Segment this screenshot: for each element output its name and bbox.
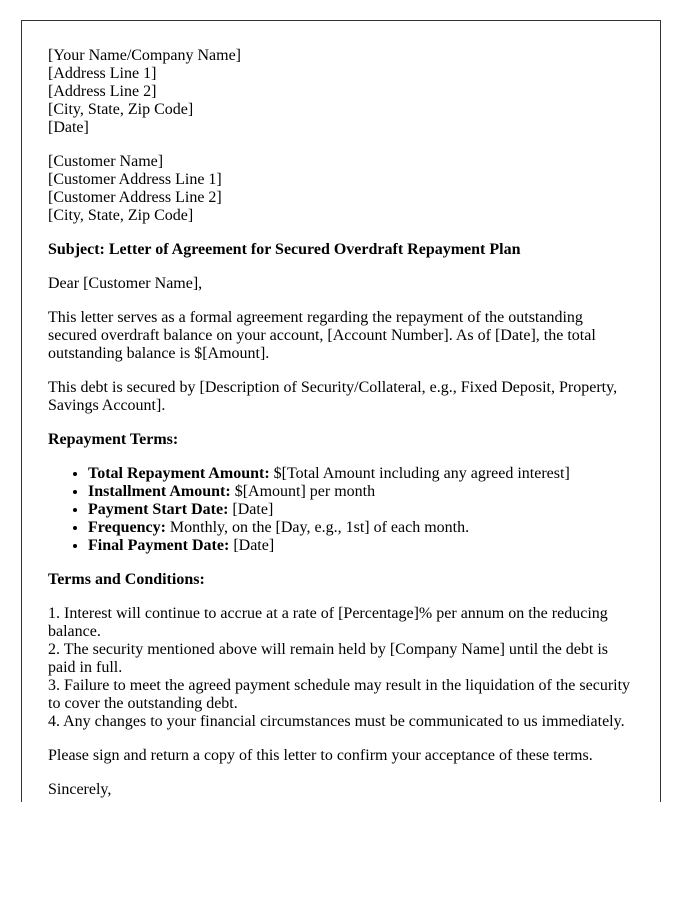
- repayment-item-value: [Date]: [228, 501, 274, 518]
- sender-address-block: [48, 47, 634, 137]
- sender-address-line-1: [Address Line 1]: [48, 65, 157, 82]
- repayment-item-label: Installment Amount:: [88, 483, 231, 500]
- terms-and-conditions-list: [48, 605, 634, 731]
- repayment-item-value: $[Total Amount including any agreed interest]: [269, 465, 570, 482]
- recipient-city-state-zip: [City, State, Zip Code]: [48, 207, 194, 224]
- closing-paragraph: Please sign and return a copy of this letter to confirm your acceptance of these terms.: [48, 747, 593, 764]
- repayment-item-value: Monthly, on the [Day, e.g., 1st] of each month.: [165, 519, 470, 536]
- term-item-3: 3. Failure to meet the agreed payment schedule may result in the liquidation of the security to cover the outstanding debt.: [48, 677, 631, 712]
- subject-line: Subject: Letter of Agreement for Secured Overdraft Repayment Plan: [48, 241, 521, 258]
- sender-address-line-2: [Address Line 2]: [48, 83, 157, 100]
- repayment-item-value: [Date]: [229, 537, 275, 554]
- repayment-item-label: Payment Start Date:: [88, 501, 229, 518]
- recipient-name-line: [Customer Name]: [48, 153, 164, 170]
- repayment-item-final-date: [88, 537, 634, 555]
- repayment-terms-heading: Repayment Terms:: [48, 431, 179, 448]
- repayment-item-start-date: [88, 501, 634, 519]
- sender-name-line: [Your Name/Company Name]: [48, 47, 242, 64]
- term-item-1: 1. Interest will continue to accrue at a rate of [Percentage]% per annum on the reducing balance.: [48, 605, 608, 640]
- recipient-address-block: [48, 153, 634, 225]
- letter-document: [21, 20, 661, 802]
- signoff: Sincerely,: [48, 781, 112, 798]
- intro-paragraph: This letter serves as a formal agreement regarding the repayment of the outstanding secured overdraft balance on your account, [Account Number]. As of [Date], the total outstanding balance is $[Amount].: [48, 309, 596, 362]
- recipient-address-line-2: [Customer Address Line 2]: [48, 189, 222, 206]
- recipient-address-line-1: [Customer Address Line 1]: [48, 171, 222, 188]
- letter-date: [Date]: [48, 119, 89, 136]
- term-item-4: 4. Any changes to your financial circumstances must be communicated to us immediately.: [48, 713, 625, 730]
- repayment-item-value: $[Amount] per month: [230, 483, 376, 500]
- salutation: Dear [Customer Name],: [48, 275, 203, 292]
- repayment-item-installment: [88, 483, 634, 501]
- term-item-2: 2. The security mentioned above will remain held by [Company Name] until the debt is paid in full.: [48, 641, 609, 676]
- terms-and-conditions-heading: Terms and Conditions:: [48, 571, 205, 588]
- repayment-item-label: Final Payment Date:: [88, 537, 230, 554]
- repayment-item-total-amount: [88, 465, 634, 483]
- repayment-terms-list: [48, 465, 634, 555]
- repayment-item-label: Total Repayment Amount:: [88, 465, 270, 482]
- security-paragraph: This debt is secured by [Description of Security/Collateral, e.g., Fixed Deposit, Property, Savings Account].: [48, 379, 618, 414]
- repayment-item-label: Frequency:: [88, 519, 166, 536]
- sender-city-state-zip: [City, State, Zip Code]: [48, 101, 194, 118]
- repayment-item-frequency: [88, 519, 634, 537]
